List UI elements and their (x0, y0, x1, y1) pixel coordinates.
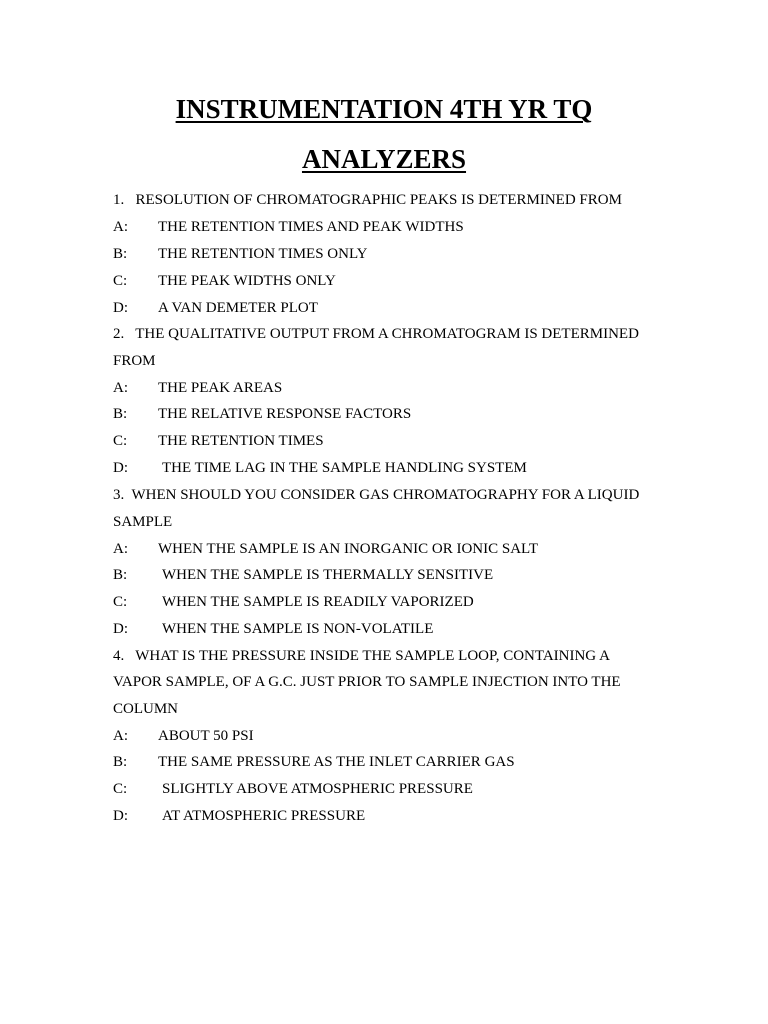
question-4-line-2: VAPOR SAMPLE, OF A G.C. JUST PRIOR TO SAMPLE INJECTION INTO THE (113, 674, 621, 690)
option-letter: A: (113, 728, 128, 744)
option-letter: D: (113, 621, 128, 637)
option-text: THE PEAK WIDTHS ONLY (158, 273, 336, 289)
option-text: THE RELATIVE RESPONSE FACTORS (158, 406, 412, 422)
option-row (113, 299, 318, 317)
option-text: THE SAME PRESSURE AS THE INLET CARRIER GAS (158, 754, 515, 770)
question-4-line-1 (113, 647, 610, 665)
option-text: AT ATMOSPHERIC PRESSURE (162, 808, 366, 824)
option-row (113, 780, 473, 798)
option-letter: D: (113, 300, 128, 316)
option-letter: B: (113, 406, 128, 422)
option-text: SLIGHTLY ABOVE ATMOSPHERIC PRESSURE (162, 781, 473, 797)
option-letter: C: (113, 273, 128, 289)
question-text: THE QUALITATIVE OUTPUT FROM A CHROMATOGRAM IS DETERMINED (135, 326, 639, 342)
option-text: THE RETENTION TIMES ONLY (158, 246, 368, 262)
option-letter: B: (113, 754, 128, 770)
question-1-line-1 (113, 191, 622, 209)
option-row (113, 245, 367, 263)
option-row (113, 272, 336, 290)
question-3-line-2: SAMPLE (113, 514, 173, 530)
option-row (113, 218, 464, 236)
question-2-line-1 (113, 325, 639, 343)
option-text: THE PEAK AREAS (158, 380, 283, 396)
option-row (113, 566, 493, 584)
option-letter: B: (113, 567, 128, 583)
option-text: A VAN DEMETER PLOT (158, 300, 318, 316)
option-row (113, 753, 515, 771)
option-text: WHEN THE SAMPLE IS READILY VAPORIZED (162, 594, 474, 610)
option-row (113, 405, 411, 423)
question-text: WHEN SHOULD YOU CONSIDER GAS CHROMATOGRAPHY FOR A LIQUID (131, 487, 640, 503)
option-text: THE RETENTION TIMES AND PEAK WIDTHS (158, 219, 464, 235)
option-text: ABOUT 50 PSI (158, 728, 254, 744)
option-text: THE RETENTION TIMES (158, 433, 324, 449)
option-letter: A: (113, 541, 128, 557)
option-text: WHEN THE SAMPLE IS THERMALLY SENSITIVE (162, 567, 494, 583)
option-row (113, 807, 365, 825)
question-number: 2. (113, 326, 125, 342)
option-row (113, 593, 474, 611)
option-letter: C: (113, 433, 128, 449)
question-number: 1. (113, 192, 125, 208)
question-number: 3. (113, 487, 125, 503)
question-text: WHAT IS THE PRESSURE INSIDE THE SAMPLE LOOP, CONTAINING A (135, 648, 610, 664)
option-letter: D: (113, 460, 128, 476)
option-text: WHEN THE SAMPLE IS NON-VOLATILE (162, 621, 434, 637)
option-letter: C: (113, 594, 128, 610)
question-text: RESOLUTION OF CHROMATOGRAPHIC PEAKS IS DETERMINED FROM (135, 192, 622, 208)
option-row (113, 727, 254, 745)
option-letter: A: (113, 219, 128, 235)
question-2-line-2: FROM (113, 353, 156, 369)
option-row (113, 432, 324, 450)
option-letter: C: (113, 781, 128, 797)
question-3-line-1 (113, 486, 639, 504)
option-row (113, 379, 282, 397)
option-letter: A: (113, 380, 128, 396)
option-letter: D: (113, 808, 128, 824)
question-4-line-3: COLUMN (113, 701, 179, 717)
option-row (113, 620, 433, 638)
option-row (113, 459, 527, 477)
document-title: INSTRUMENTATION 4TH YR TQ (175, 94, 593, 124)
option-row (113, 540, 538, 558)
option-text: WHEN THE SAMPLE IS AN INORGANIC OR IONIC SALT (158, 541, 539, 557)
question-number: 4. (113, 648, 125, 664)
option-letter: B: (113, 246, 128, 262)
option-text: THE TIME LAG IN THE SAMPLE HANDLING SYSTEM (162, 460, 527, 476)
document-subtitle: ANALYZERS (301, 144, 467, 174)
